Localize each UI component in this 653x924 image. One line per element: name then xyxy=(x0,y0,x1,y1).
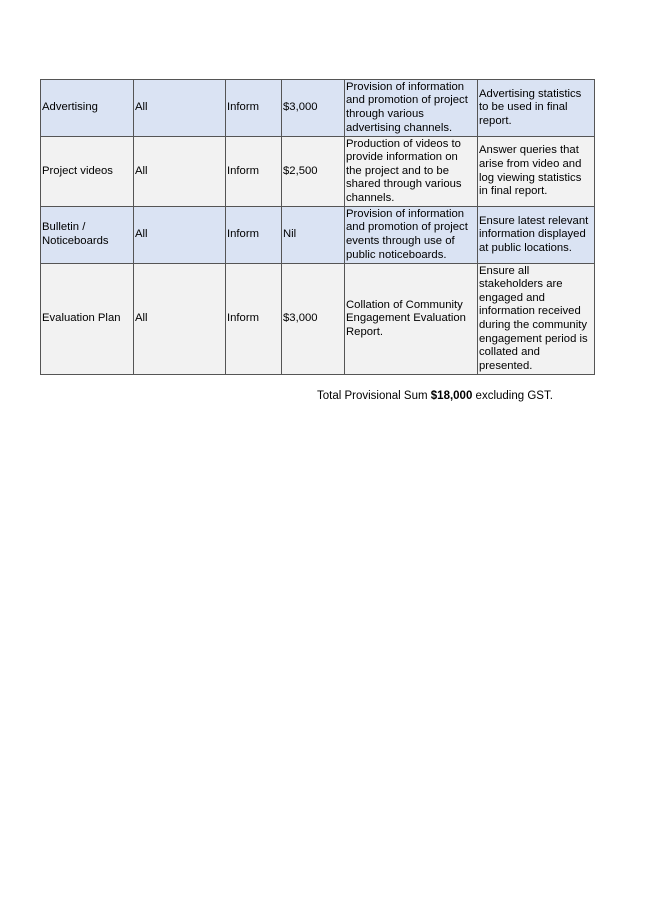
outcome-cell: Ensure all stakeholders are engaged and information received during the community engagement period is collated and presented. xyxy=(478,264,595,375)
description-cell: Collation of Community Engagement Evaluation Report. xyxy=(345,264,478,375)
activity-cell: Project videos xyxy=(41,137,134,207)
engagement-level-cell: Inform xyxy=(226,80,282,137)
table-row xyxy=(41,137,595,207)
engagement-activities-table xyxy=(40,79,595,375)
activity-cell: Evaluation Plan xyxy=(41,264,134,375)
total-suffix: excluding GST. xyxy=(472,390,553,402)
outcome-cell: Advertising statistics to be used in final report. xyxy=(478,80,595,137)
description-cell: Provision of information and promotion of project through various advertising channels. xyxy=(345,80,478,137)
engagement-level-cell: Inform xyxy=(226,207,282,264)
description-cell: Provision of information and promotion of project events through use of public noticeboards. xyxy=(345,207,478,264)
stakeholders-cell: All xyxy=(134,264,226,375)
table-row xyxy=(41,264,595,375)
engagement-level-cell: Inform xyxy=(226,137,282,207)
cost-cell: $3,000 xyxy=(282,264,345,375)
total-provisional-sum xyxy=(317,389,553,403)
outcome-cell: Answer queries that arise from video and log viewing statistics in final report. xyxy=(478,137,595,207)
total-amount: $18,000 xyxy=(430,390,473,402)
engagement-level-cell: Inform xyxy=(226,264,282,375)
cost-cell: $3,000 xyxy=(282,80,345,137)
cost-cell: Nil xyxy=(282,207,345,264)
stakeholders-cell: All xyxy=(134,80,226,137)
activity-cell: Bulletin / Noticeboards xyxy=(41,207,134,264)
table-row xyxy=(41,207,595,264)
total-label: Total Provisional Sum xyxy=(317,390,431,402)
cost-cell: $2,500 xyxy=(282,137,345,207)
outcome-cell: Ensure latest relevant information displayed at public locations. xyxy=(478,207,595,264)
activity-cell: Advertising xyxy=(41,80,134,137)
stakeholders-cell: All xyxy=(134,207,226,264)
description-cell: Production of videos to provide information on the project and to be shared through various channels. xyxy=(345,137,478,207)
stakeholders-cell: All xyxy=(134,137,226,207)
table-row xyxy=(41,80,595,137)
